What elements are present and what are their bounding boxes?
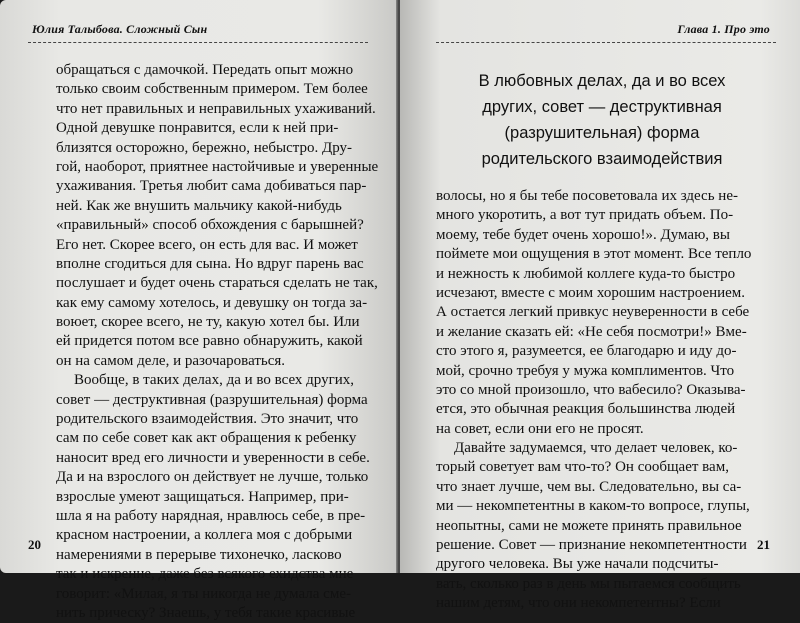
pull-quote: [436, 68, 768, 172]
left-running-head: Юлия Талыбова. Сложный Сын: [32, 22, 208, 36]
text-line: ней. Как же внушить мальчику какой-нибудь: [56, 197, 342, 214]
text-line: нить прическу? Знаешь, у тебя такие красивые: [56, 604, 356, 621]
text-line: и желание сказать ей: «Не себя посмотри!» Вме-: [436, 323, 747, 340]
text-line: сам по себе совет как акт обращения к ребенку: [56, 430, 357, 447]
text-line: родительского взаимодействия. Это значит, что: [56, 411, 359, 428]
text-line: воюет, скорее всего, не ту, какую хотел бы. Или: [56, 314, 360, 331]
left-page: [0, 0, 398, 621]
text-line: только своим собственным примером. Тем более: [56, 81, 368, 98]
text-line: говорит: «Милая, я ты никогда не думала сме-: [56, 585, 351, 602]
text-line: торый советует вам что-то? Он сообщает вам,: [436, 459, 729, 476]
text-line: Давайте задумаемся, что делает человек, ко-: [454, 440, 738, 457]
text-line: близятся осторожно, бережно, небыстро. Дру-: [56, 139, 353, 156]
text-line: шла я на работу нарядная, нравлюсь себе, в пре-: [56, 507, 366, 524]
text-line: «правильный» способ обхождения с барышней?: [56, 217, 364, 234]
text-line: ми — некомпетентны в каком-то вопросе, глупы,: [436, 498, 750, 515]
right-header-rule: [436, 42, 776, 43]
text-line: красном настроении, а коллега моя с добрыми: [56, 527, 353, 544]
left-body-text: [56, 61, 379, 623]
text-line: Да и на взрослого он действует не лучше, только: [56, 469, 369, 486]
text-line: это со мной произошло, что вабесило? Оказыва-: [436, 381, 746, 398]
text-line: ей придется потом все равно обнаружить, какой: [56, 333, 363, 350]
text-line: и нежность к любимой коллеге куда-то быстро: [436, 265, 736, 282]
text-line: что знает лучше, чем вы. Следовательно, вы са-: [436, 478, 742, 495]
text-line: ухаживания. Третья любит сама добиваться пар-: [56, 178, 367, 195]
left-header-rule: [28, 42, 368, 43]
text-line: Вообще, в таких делах, да и во всех других,: [74, 372, 355, 389]
pull-quote-line: В любовных делах, да и во всех: [478, 72, 726, 90]
pull-quote-line: (разрушительная) форма: [504, 124, 700, 142]
text-line: волосы, но я бы тебе посоветовала их здесь не-: [436, 188, 738, 204]
text-line: Одной девушке понравится, если к ней при-: [56, 120, 339, 137]
right-running-head: Глава 1. Про это: [677, 22, 770, 36]
text-line: совет — деструктивная (разрушительная) форма: [56, 391, 368, 408]
right-page-number: 21: [757, 537, 770, 552]
text-line: исчезают, вместе с моим хорошим настроением.: [436, 284, 746, 301]
text-line: А остается легкий привкус неуверенности в себе: [436, 304, 750, 321]
text-line: моему, тебе будет очень хорошо!». Думаю, вы: [436, 226, 730, 243]
text-line: обращаться с дамочкой. Передать опыт можно: [56, 62, 354, 78]
text-line: ется, это обычная реакция большинства людей: [436, 401, 736, 418]
right-page: [400, 0, 800, 612]
right-body-text: [436, 187, 768, 614]
text-line: много укоротить, а вот тут придать объем. По-: [436, 207, 734, 224]
text-line: решение. Совет — признание некомпетентности: [436, 537, 747, 554]
pull-quote-line: других, совет — деструктивная: [482, 98, 722, 116]
text-line: наносит вред его личности и уверенности в себе.: [56, 449, 370, 466]
text-line: Его нет. Скорее всего, он есть для вас. И может: [56, 236, 358, 253]
text-line: вать, сколько раз в день мы пытаемся сообщить: [436, 575, 741, 592]
text-line: что нет правильных и неправильных ухаживаний.: [56, 100, 376, 117]
text-line: неопытны, сами не можете принять правильное: [436, 517, 742, 534]
text-line: другого человека. Вы уже начали подсчиты-: [436, 556, 719, 573]
text-line: послушает и будет очень стараться сделать не так,: [56, 275, 378, 292]
text-line: взрослые умеют защищаться. Например, при-: [56, 488, 349, 505]
text-line: мой, срочно требуя у мужа комплиментов. Что: [436, 362, 735, 379]
text-line: сто этого я, разумеется, ее благодарю и иду до-: [436, 343, 737, 360]
pull-quote-line: родительского взаимодействия: [481, 150, 723, 168]
text-line: как ему самому хотелось, и девушку он тогда за-: [56, 294, 368, 311]
text-line: намерениями в перерыве тихонечко, ласково: [56, 546, 342, 563]
left-page-number: 20: [28, 537, 41, 552]
text-line: поймете мои ощущения в этот момент. Все тепло: [436, 246, 752, 263]
text-line: так и искренне, даже без всякого ехидства мне: [56, 566, 354, 583]
text-line: гой, наоборот, приятнее настойчивые и уверенные: [56, 158, 379, 175]
text-line: нашим детям, что они некомпетентны? Если: [436, 595, 721, 612]
text-line: вполне сгодиться для сына. Но вдруг парень вас: [56, 255, 364, 272]
text-line: он на самом деле, и разочароваться.: [56, 352, 286, 369]
text-line: на совет, если они его не просят.: [436, 420, 644, 437]
